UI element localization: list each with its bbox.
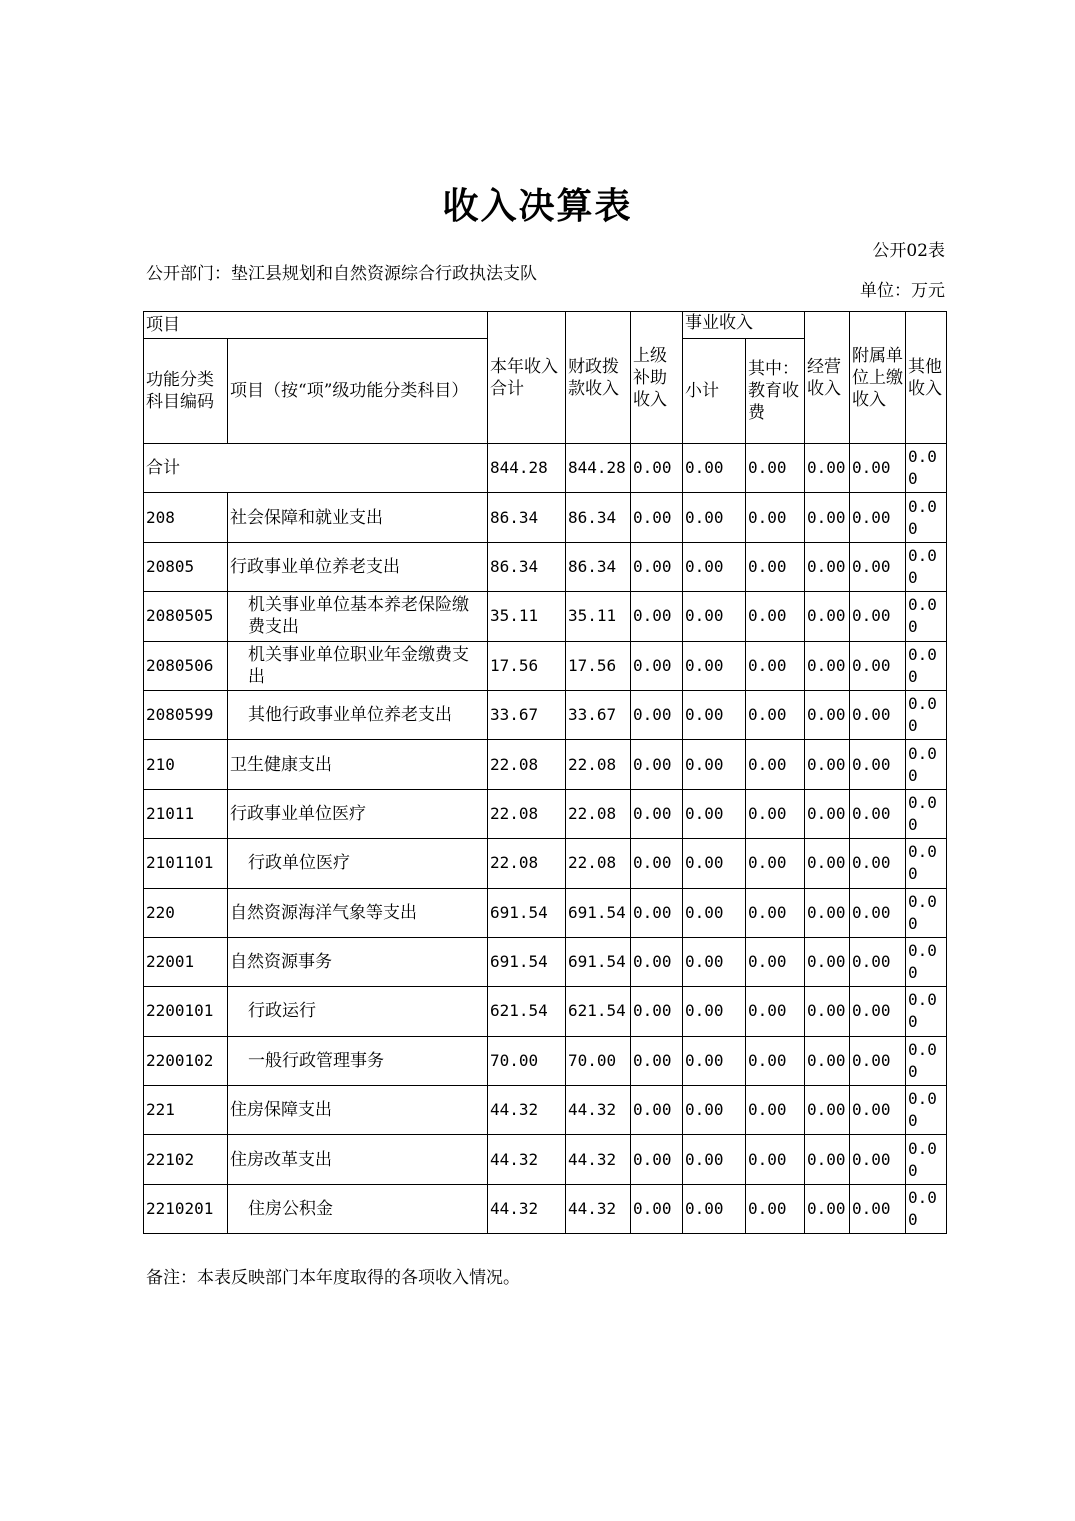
cell-subtotal: 0.00: [683, 1036, 746, 1085]
cell-superior: 0.00: [631, 740, 683, 789]
cell-affiliated: 0.00: [850, 1135, 906, 1184]
cell-total: 44.32: [488, 1086, 566, 1135]
cell-subtotal: 0.00: [683, 740, 746, 789]
cell-total: 621.54: [488, 987, 566, 1036]
table-row: [144, 789, 947, 838]
cell-affiliated: 0.00: [850, 690, 906, 739]
row-code: 22001: [144, 937, 228, 986]
table-row: [144, 690, 947, 739]
cell-affiliated: 0.00: [850, 592, 906, 641]
cell-operation: 0.00: [805, 888, 850, 937]
cell-affiliated: 0.00: [850, 1184, 906, 1233]
row-code: 22102: [144, 1135, 228, 1184]
header-total: 本年收入合计: [488, 312, 566, 444]
cell-other: 0.00: [906, 690, 947, 739]
row-code: 221: [144, 1086, 228, 1135]
row-name: 住房保障支出: [228, 1086, 488, 1135]
cell-total: 691.54: [488, 888, 566, 937]
row-code: 220: [144, 888, 228, 937]
row-code: 2080506: [144, 641, 228, 690]
cell-education: 0.00: [746, 1036, 805, 1085]
header-fiscal: 财政拨款收入: [566, 312, 631, 444]
cell-operation: 0.00: [805, 641, 850, 690]
cell-other: 0.00: [906, 542, 947, 591]
cell-superior: 0.00: [631, 592, 683, 641]
cell-subtotal: 0.00: [683, 789, 746, 838]
cell-education: 0.00: [746, 641, 805, 690]
cell-other: 0.00: [906, 789, 947, 838]
cell-operation: 0.00: [805, 444, 850, 493]
cell-fiscal: 33.67: [566, 690, 631, 739]
cell-subtotal: 0.00: [683, 542, 746, 591]
cell-superior: 0.00: [631, 789, 683, 838]
cell-education: 0.00: [746, 937, 805, 986]
table-note: 备注：本表反映部门本年度取得的各项收入情况。: [146, 1268, 520, 1288]
cell-fiscal: 17.56: [566, 641, 631, 690]
row-name: 自然资源事务: [228, 937, 488, 986]
cell-education: 0.00: [746, 542, 805, 591]
cell-education: 0.00: [746, 592, 805, 641]
row-name: 住房改革支出: [228, 1135, 488, 1184]
cell-affiliated: 0.00: [850, 444, 906, 493]
cell-superior: 0.00: [631, 839, 683, 888]
header-affiliated: 附属单位上缴收入: [850, 312, 906, 444]
header-business: 事业收入: [683, 312, 805, 339]
cell-superior: 0.00: [631, 542, 683, 591]
cell-subtotal: 0.00: [683, 1135, 746, 1184]
cell-subtotal: 0.00: [683, 493, 746, 542]
row-code: 208: [144, 493, 228, 542]
cell-operation: 0.00: [805, 1086, 850, 1135]
cell-superior: 0.00: [631, 1184, 683, 1233]
cell-other: 0.00: [906, 1036, 947, 1085]
cell-fiscal: 691.54: [566, 888, 631, 937]
row-name: 行政事业单位养老支出: [228, 542, 488, 591]
cell-total: 22.08: [488, 740, 566, 789]
cell-fiscal: 35.11: [566, 592, 631, 641]
cell-subtotal: 0.00: [683, 937, 746, 986]
header-item: 项目: [144, 312, 488, 339]
cell-fiscal: 86.34: [566, 542, 631, 591]
table-row: [144, 641, 947, 690]
cell-total: 844.28: [488, 444, 566, 493]
cell-education: 0.00: [746, 740, 805, 789]
cell-affiliated: 0.00: [850, 839, 906, 888]
header-operation: 经营收入: [805, 312, 850, 444]
cell-education: 0.00: [746, 888, 805, 937]
cell-total: 86.34: [488, 542, 566, 591]
table-row: [144, 1086, 947, 1135]
cell-total: 35.11: [488, 592, 566, 641]
cell-other: 0.00: [906, 1086, 947, 1135]
cell-superior: 0.00: [631, 987, 683, 1036]
table-row: [144, 444, 947, 493]
row-code: 210: [144, 740, 228, 789]
cell-operation: 0.00: [805, 789, 850, 838]
cell-total: 86.34: [488, 493, 566, 542]
table-row: [144, 493, 947, 542]
cell-education: 0.00: [746, 493, 805, 542]
cell-other: 0.00: [906, 937, 947, 986]
table-code: 公开02表: [872, 241, 945, 261]
cell-total: 22.08: [488, 839, 566, 888]
row-code: 2080599: [144, 690, 228, 739]
cell-superior: 0.00: [631, 1135, 683, 1184]
cell-affiliated: 0.00: [850, 740, 906, 789]
cell-fiscal: 22.08: [566, 789, 631, 838]
cell-education: 0.00: [746, 444, 805, 493]
row-name: 住房公积金: [228, 1184, 488, 1233]
cell-education: 0.00: [746, 1184, 805, 1233]
row-code: 2210201: [144, 1184, 228, 1233]
row-name: 机关事业单位基本养老保险缴费支出: [228, 592, 488, 641]
cell-fiscal: 70.00: [566, 1036, 631, 1085]
cell-operation: 0.00: [805, 493, 850, 542]
cell-subtotal: 0.00: [683, 839, 746, 888]
cell-operation: 0.00: [805, 937, 850, 986]
cell-fiscal: 22.08: [566, 740, 631, 789]
cell-fiscal: 844.28: [566, 444, 631, 493]
cell-education: 0.00: [746, 1086, 805, 1135]
cell-superior: 0.00: [631, 690, 683, 739]
cell-subtotal: 0.00: [683, 1086, 746, 1135]
cell-total: 33.67: [488, 690, 566, 739]
cell-fiscal: 86.34: [566, 493, 631, 542]
cell-fiscal: 22.08: [566, 839, 631, 888]
row-code: 21011: [144, 789, 228, 838]
cell-affiliated: 0.00: [850, 987, 906, 1036]
row-name: 卫生健康支出: [228, 740, 488, 789]
row-code: 2200102: [144, 1036, 228, 1085]
cell-operation: 0.00: [805, 839, 850, 888]
cell-other: 0.00: [906, 641, 947, 690]
cell-total: 17.56: [488, 641, 566, 690]
cell-superior: 0.00: [631, 1036, 683, 1085]
cell-operation: 0.00: [805, 1135, 850, 1184]
table-row: [144, 542, 947, 591]
header-other: 其他收入: [906, 312, 947, 444]
cell-affiliated: 0.00: [850, 888, 906, 937]
cell-affiliated: 0.00: [850, 493, 906, 542]
row-name: 行政事业单位医疗: [228, 789, 488, 838]
row-code: 2200101: [144, 987, 228, 1036]
cell-affiliated: 0.00: [850, 542, 906, 591]
cell-fiscal: 691.54: [566, 937, 631, 986]
cell-superior: 0.00: [631, 937, 683, 986]
cell-superior: 0.00: [631, 444, 683, 493]
table-row: [144, 937, 947, 986]
cell-education: 0.00: [746, 690, 805, 739]
header-func-code: 功能分类科目编码: [144, 339, 228, 444]
department-label: 公开部门：垫江县规划和自然资源综合行政执法支队: [146, 264, 537, 284]
cell-subtotal: 0.00: [683, 444, 746, 493]
cell-operation: 0.00: [805, 1036, 850, 1085]
cell-fiscal: 621.54: [566, 987, 631, 1036]
cell-other: 0.00: [906, 1135, 947, 1184]
table-row: [144, 987, 947, 1036]
cell-operation: 0.00: [805, 690, 850, 739]
cell-subtotal: 0.00: [683, 641, 746, 690]
row-code: 2080505: [144, 592, 228, 641]
table-row: [144, 839, 947, 888]
cell-fiscal: 44.32: [566, 1184, 631, 1233]
cell-total: 70.00: [488, 1036, 566, 1085]
cell-subtotal: 0.00: [683, 592, 746, 641]
cell-other: 0.00: [906, 493, 947, 542]
cell-other: 0.00: [906, 592, 947, 641]
page-title: 收入决算表: [442, 186, 633, 227]
row-code: 2101101: [144, 839, 228, 888]
cell-operation: 0.00: [805, 542, 850, 591]
cell-other: 0.00: [906, 444, 947, 493]
cell-subtotal: 0.00: [683, 987, 746, 1036]
cell-superior: 0.00: [631, 641, 683, 690]
row-name: 其他行政事业单位养老支出: [228, 690, 488, 739]
row-name: 自然资源海洋气象等支出: [228, 888, 488, 937]
row-name: 行政单位医疗: [228, 839, 488, 888]
table-row: [144, 1184, 947, 1233]
table-row: [144, 1135, 947, 1184]
cell-operation: 0.00: [805, 740, 850, 789]
cell-operation: 0.00: [805, 987, 850, 1036]
header-func-name: 项目（按“项”级功能分类科目）: [228, 339, 488, 444]
row-name: 一般行政管理事务: [228, 1036, 488, 1085]
table-row: [144, 888, 947, 937]
cell-education: 0.00: [746, 839, 805, 888]
cell-other: 0.00: [906, 740, 947, 789]
cell-superior: 0.00: [631, 493, 683, 542]
cell-fiscal: 44.32: [566, 1086, 631, 1135]
row-name: 行政运行: [228, 987, 488, 1036]
unit-label: 单位：万元: [860, 281, 945, 301]
cell-operation: 0.00: [805, 1184, 850, 1233]
cell-affiliated: 0.00: [850, 1036, 906, 1085]
cell-total: 22.08: [488, 789, 566, 838]
row-code: 合计: [144, 444, 488, 493]
cell-superior: 0.00: [631, 1086, 683, 1135]
header-education: 其中：教育收费: [746, 339, 805, 444]
cell-superior: 0.00: [631, 888, 683, 937]
cell-subtotal: 0.00: [683, 690, 746, 739]
cell-affiliated: 0.00: [850, 1086, 906, 1135]
cell-affiliated: 0.00: [850, 789, 906, 838]
cell-subtotal: 0.00: [683, 1184, 746, 1233]
row-name: 社会保障和就业支出: [228, 493, 488, 542]
cell-education: 0.00: [746, 987, 805, 1036]
header-subtotal: 小计: [683, 339, 746, 444]
cell-education: 0.00: [746, 789, 805, 838]
cell-operation: 0.00: [805, 592, 850, 641]
header-superior: 上级补助收入: [631, 312, 683, 444]
cell-fiscal: 44.32: [566, 1135, 631, 1184]
table-row: [144, 592, 947, 641]
cell-other: 0.00: [906, 888, 947, 937]
cell-affiliated: 0.00: [850, 641, 906, 690]
row-name: 机关事业单位职业年金缴费支出: [228, 641, 488, 690]
income-table: [143, 311, 947, 1234]
cell-total: 44.32: [488, 1184, 566, 1233]
table-row: [144, 1036, 947, 1085]
cell-other: 0.00: [906, 987, 947, 1036]
table-row: [144, 740, 947, 789]
cell-total: 44.32: [488, 1135, 566, 1184]
cell-education: 0.00: [746, 1135, 805, 1184]
cell-subtotal: 0.00: [683, 888, 746, 937]
cell-other: 0.00: [906, 839, 947, 888]
row-code: 20805: [144, 542, 228, 591]
cell-affiliated: 0.00: [850, 937, 906, 986]
cell-other: 0.00: [906, 1184, 947, 1233]
cell-total: 691.54: [488, 937, 566, 986]
